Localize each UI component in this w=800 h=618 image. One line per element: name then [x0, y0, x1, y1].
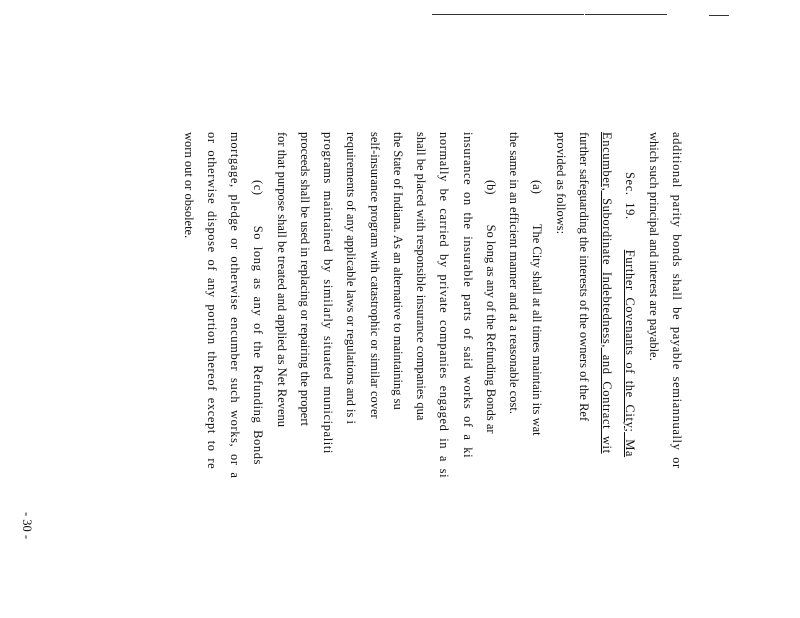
text-line: or otherwise dispose of any portion thereof except to re [205, 132, 219, 470]
paragraph-label: (c) [251, 180, 266, 196]
text-line: the same in an efficient manner and at a reasonable cost. [507, 132, 522, 414]
text-line [479, 132, 502, 618]
text-line: further safeguarding the interests of the owners of the Ref [577, 132, 591, 422]
text-line: shall be placed with responsible insurance companies qua [414, 132, 429, 421]
text-line: normally be carried by private companies engaged in a si [437, 132, 452, 479]
text-line: for that purpose shall be treated and applied as Net Revenu [274, 132, 289, 428]
text-line: provided as follows: [553, 132, 568, 235]
text-line [246, 132, 269, 618]
body-text [177, 132, 689, 618]
paragraph-label: (b) [484, 180, 498, 195]
paragraph-text: So long as any of the Refunding Bonds ar [484, 224, 498, 434]
paragraph-text: The City shall at all times maintain its wat [530, 223, 545, 436]
text-line: programs maintained by similarly situated municipaliti [321, 132, 336, 454]
paragraph-label: (a) [530, 180, 545, 194]
text-line [618, 132, 641, 618]
text-line: the State of Indiana. As an alternative to maintaining su [391, 132, 405, 410]
paragraph-text: So long as any of the Refunding Bonds [251, 225, 266, 466]
text-line [525, 132, 548, 618]
page-number: - 30 - [20, 512, 34, 540]
text-line: insurance on the insurable parts of said works of a ki [460, 132, 475, 459]
section-label: Sec. 19. [623, 172, 638, 220]
text-line: additional parity bonds shall be payable semiannually or [670, 132, 684, 469]
text-line: requirements of any applicable laws or regulations and is i [344, 132, 359, 424]
header-rule [709, 15, 729, 16]
header-rule [432, 14, 584, 15]
text-line: worn out or obsolete. [181, 132, 196, 239]
text-line: which such principal and interest are payable. [646, 132, 661, 361]
section-heading-continued: Encumber, Subordinate Indebtedness, and Contract wit [600, 132, 615, 454]
text-line: mortgage, pledge or otherwise encumber such works, or a [228, 132, 243, 479]
section-heading: Further Covenants of the City; Ma [623, 249, 638, 458]
text-line: proceeds shall be used in replacing or repairing the propert [298, 132, 312, 426]
header-rule [585, 14, 667, 15]
text-line: self-insurance program with catastrophic or similar cover [367, 132, 382, 419]
